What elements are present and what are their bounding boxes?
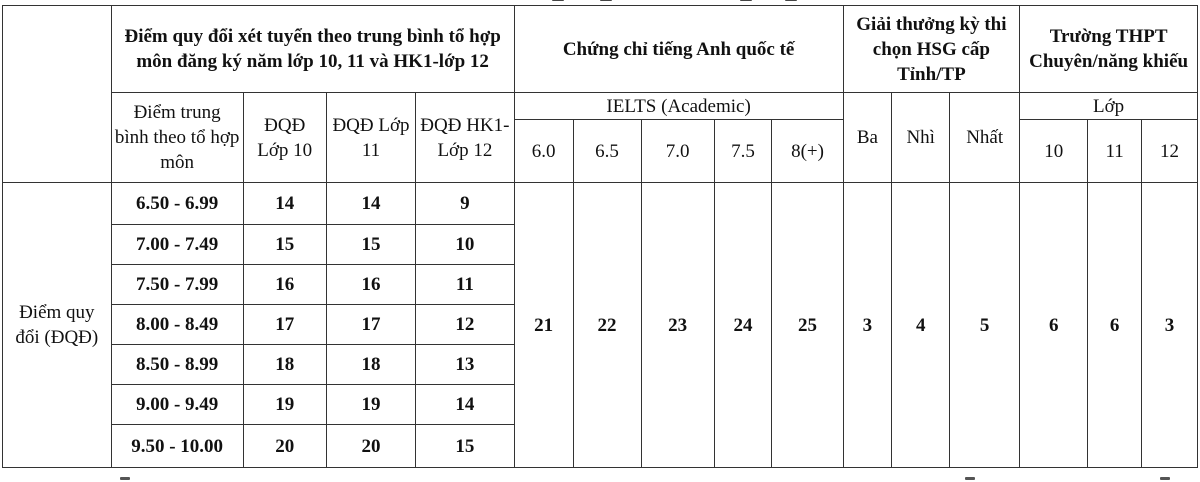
subheader-row-1	[3, 93, 1198, 120]
grade10-value: 18	[243, 345, 326, 385]
school-group-header: Trường THPT Chuyên/năng khiếu	[1020, 6, 1198, 93]
english-group-header: Chứng chỉ tiếng Anh quốc tế	[514, 6, 843, 93]
grade11-value: 18	[326, 345, 415, 385]
range-cell: 9.00 - 9.49	[111, 385, 243, 425]
ielts-7-5: 7.5	[714, 120, 772, 183]
award-first-header: Nhất	[950, 93, 1020, 183]
hk1-value: 15	[416, 425, 514, 468]
table-row	[3, 183, 1198, 225]
grade10-value: 20	[243, 425, 326, 468]
conversion-table	[2, 5, 1198, 468]
hk1-value: 12	[416, 305, 514, 345]
award-points-first: 5	[950, 183, 1020, 468]
range-cell: 9.50 - 10.00	[111, 425, 243, 468]
corner-cell	[3, 6, 112, 183]
hk1-value: 10	[416, 225, 514, 265]
school-class-10: 10	[1020, 120, 1088, 183]
hk1-value: 9	[416, 183, 514, 225]
cropped-text-bottom	[0, 474, 1200, 482]
grade10-value: 15	[243, 225, 326, 265]
ielts-8-plus: 8(+)	[772, 120, 843, 183]
award-points-third: 3	[843, 183, 892, 468]
ielts-header: IELTS (Academic)	[514, 93, 843, 120]
award-third-header: Ba	[843, 93, 892, 183]
hk1-value: 11	[416, 265, 514, 305]
ielts-points-6-5: 22	[573, 183, 641, 468]
range-cell: 6.50 - 6.99	[111, 183, 243, 225]
gpa-avg-header: Điểm trung bình theo tổ hợp môn	[111, 93, 243, 183]
ielts-points-7-5: 24	[714, 183, 772, 468]
range-cell: 8.50 - 8.99	[111, 345, 243, 385]
grade11-value: 15	[326, 225, 415, 265]
ielts-7-0: 7.0	[641, 120, 714, 183]
grade11-value: 17	[326, 305, 415, 345]
gpa-group-header: Điểm quy đổi xét tuyển theo trung bình tổ hợp môn đăng ký năm lớp 10, 11 và HK1-lớp 12	[111, 6, 514, 93]
ielts-6-5: 6.5	[573, 120, 641, 183]
ielts-points-8-plus: 25	[772, 183, 843, 468]
grade11-value: 20	[326, 425, 415, 468]
range-cell: 7.00 - 7.49	[111, 225, 243, 265]
grade11-value: 14	[326, 183, 415, 225]
grade10-value: 16	[243, 265, 326, 305]
award-second-header: Nhì	[892, 93, 950, 183]
ielts-6-0: 6.0	[514, 120, 573, 183]
grade11-value: 19	[326, 385, 415, 425]
grade11-header: ĐQĐ Lớp 11	[326, 93, 415, 183]
school-points-12: 3	[1142, 183, 1198, 468]
grade11-value: 16	[326, 265, 415, 305]
header-row	[3, 6, 1198, 93]
grade10-header: ĐQĐ Lớp 10	[243, 93, 326, 183]
school-class-12: 12	[1142, 120, 1198, 183]
grade10-value: 14	[243, 183, 326, 225]
hk1-value: 14	[416, 385, 514, 425]
grade10-value: 19	[243, 385, 326, 425]
award-points-second: 4	[892, 183, 950, 468]
school-class-11: 11	[1088, 120, 1142, 183]
ielts-points-7-0: 23	[641, 183, 714, 468]
school-class-header: Lớp	[1020, 93, 1198, 120]
range-cell: 8.00 - 8.49	[111, 305, 243, 345]
grade10-value: 17	[243, 305, 326, 345]
ielts-points-6-0: 21	[514, 183, 573, 468]
school-points-10: 6	[1020, 183, 1088, 468]
range-cell: 7.50 - 7.99	[111, 265, 243, 305]
award-group-header: Giải thưởng kỳ thi chọn HSG cấp Tỉnh/TP	[843, 6, 1020, 93]
hk1-value: 13	[416, 345, 514, 385]
row-label: Điểm quy đổi (ĐQĐ)	[3, 183, 112, 468]
hk1-grade12-header: ĐQĐ HK1-Lớp 12	[416, 93, 514, 183]
school-points-11: 6	[1088, 183, 1142, 468]
